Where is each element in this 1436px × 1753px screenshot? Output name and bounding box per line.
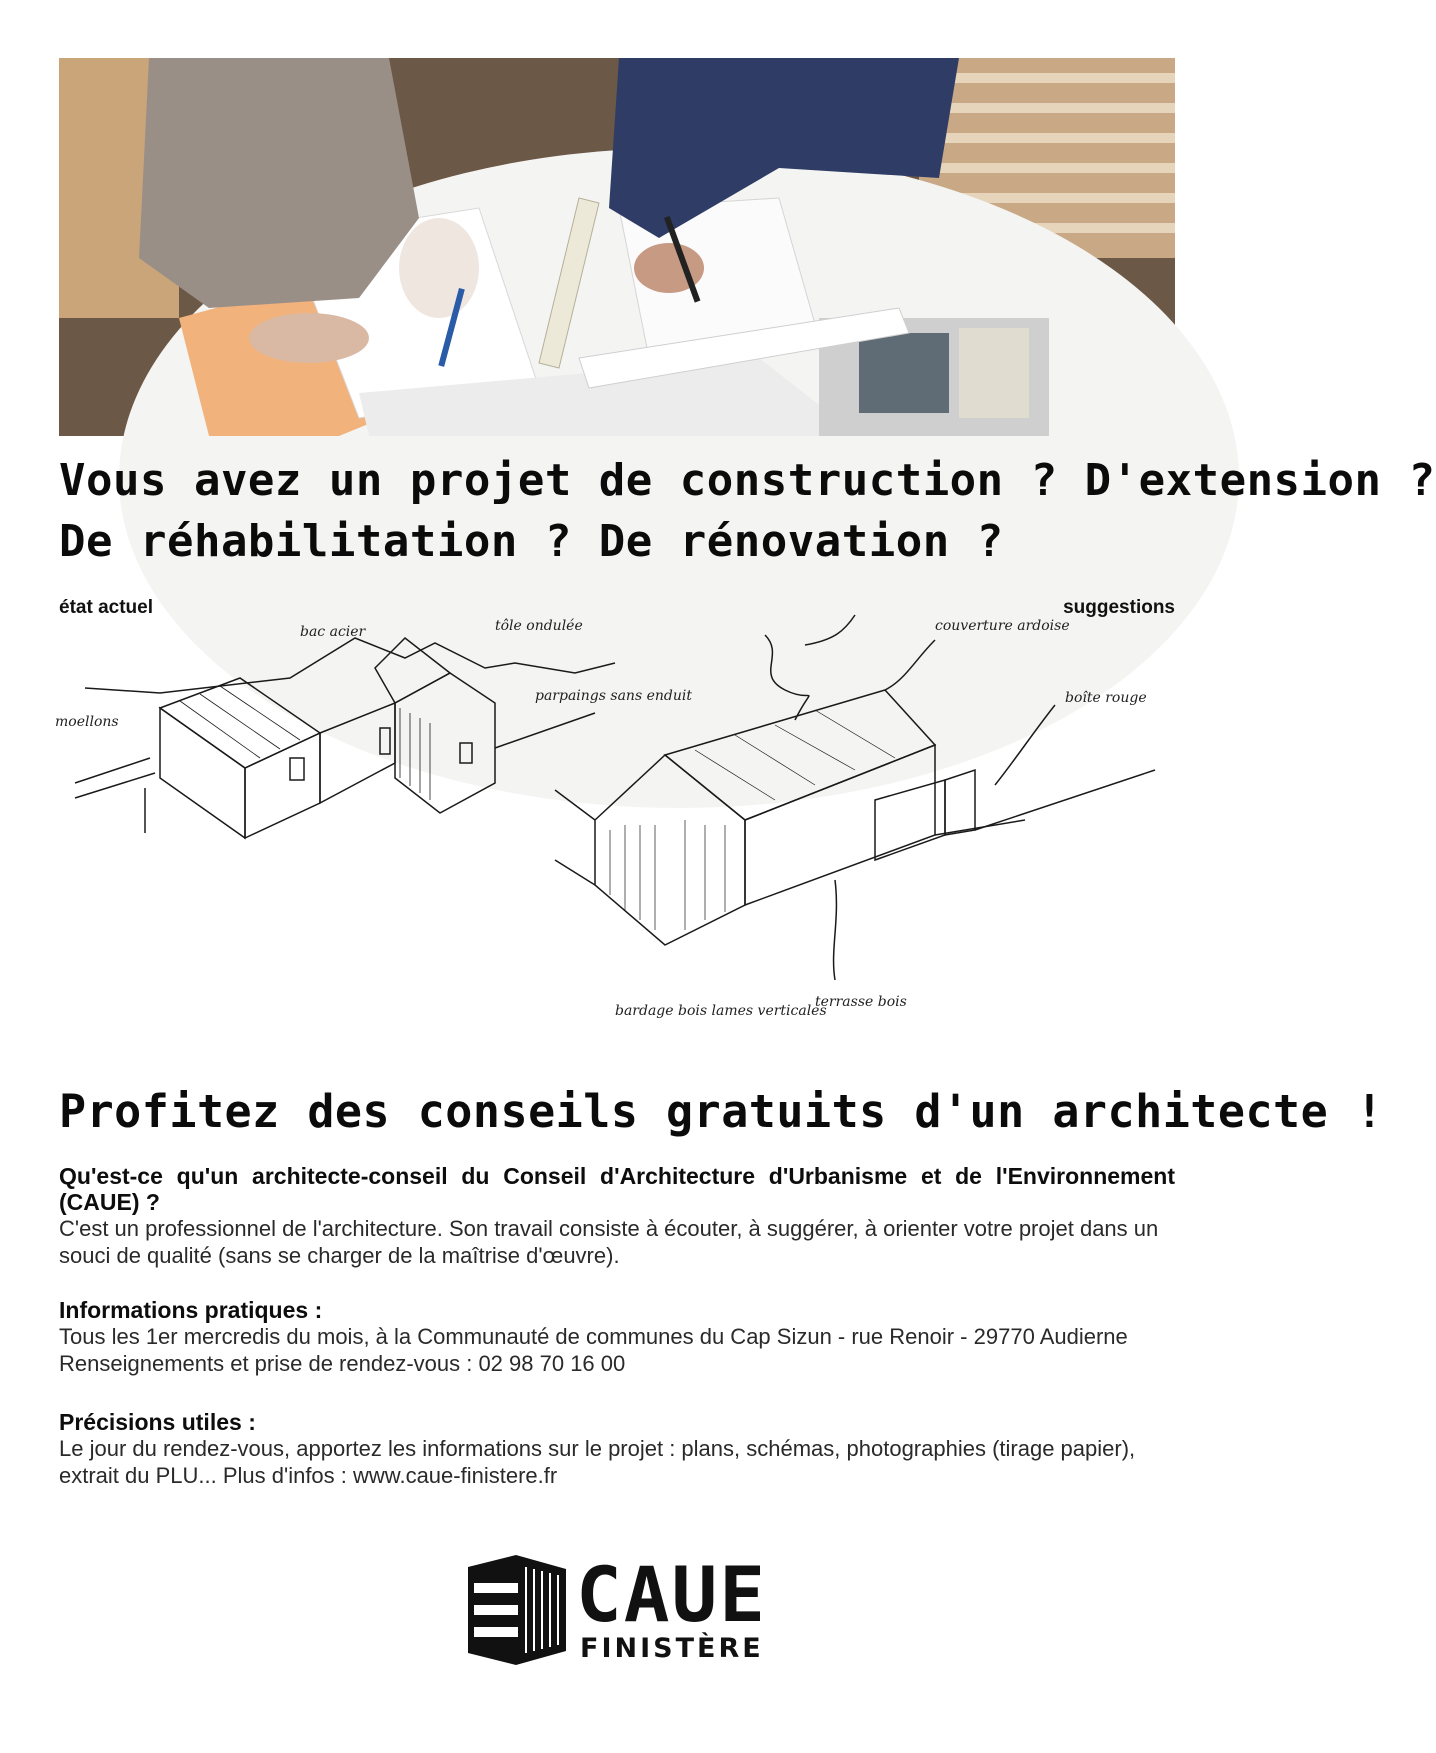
about-answer: C'est un professionnel de l'architecture. Son travail consiste à écouter, à suggérer, à orienter votre projet dans un souci de qualité (sans se charger de la maîtrise d'œuvre). — [59, 1216, 1159, 1268]
header-photo — [59, 58, 1175, 436]
label-suggestions: suggestions — [1063, 597, 1175, 618]
details-section — [59, 1409, 1175, 1489]
photo-illustration — [59, 58, 1175, 436]
subheadline: Profitez des conseils gratuits d'un architecte ! — [59, 1085, 1384, 1138]
note-moellons: moellons — [55, 714, 119, 730]
practical-title: Informations pratiques : — [59, 1297, 323, 1323]
practical-line-1: Tous les 1er mercredis du mois, à la Communauté de communes du Cap Sizun - rue Renoir - 29770 Audierne — [59, 1324, 1128, 1349]
sketch-suggestions — [555, 620, 1195, 1065]
note-couverture-ardoise: couverture ardoise — [935, 618, 1070, 634]
caue-logo — [468, 1550, 774, 1667]
about-section — [59, 1163, 1175, 1269]
note-bardage-bois: bardage bois lames verticales — [615, 1003, 827, 1019]
headline-line-2: De réhabilitation ? De rénovation ? — [59, 516, 1004, 567]
note-boite-rouge: boîte rouge — [1065, 690, 1147, 706]
note-parpaings: parpaings sans enduit — [535, 688, 692, 704]
label-current-state: état actuel — [59, 597, 153, 618]
caue-logo-mark-icon — [468, 1555, 566, 1665]
practical-section — [59, 1297, 1175, 1377]
caue-logo-name: CAUE — [576, 1550, 768, 1639]
headline-line-1: Vous avez un projet de construction ? D'extension ? — [59, 455, 1436, 506]
practical-line-2: Renseignements et prise de rendez-vous : 02 98 70 16 00 — [59, 1351, 626, 1376]
details-text: Le jour du rendez-vous, apportez les informations sur le projet : plans, schémas, photographies (tirage papier), extrait du PLU... Plus d'infos : www.caue-finistere.fr — [59, 1436, 1136, 1488]
note-terrasse-bois: terrasse bois — [815, 994, 907, 1010]
note-tole-ondulee: tôle ondulée — [495, 618, 583, 634]
note-bac-acier: bac acier — [300, 624, 366, 640]
about-question: Qu'est-ce qu'un architecte-conseil du Conseil d'Architecture d'Urbanisme et de l'Environnement (CAUE) ? — [59, 1163, 1175, 1215]
details-title: Précisions utiles : — [59, 1409, 256, 1435]
caue-logo-region: FINISTÈRE — [580, 1633, 764, 1664]
